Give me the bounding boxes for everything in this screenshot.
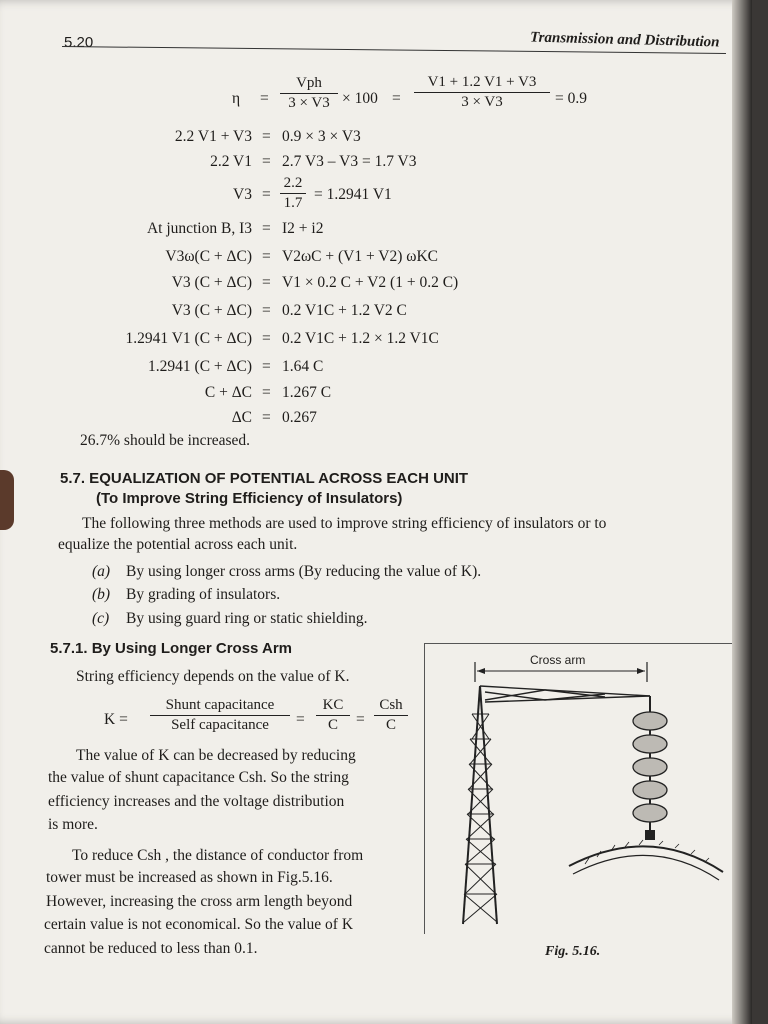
k-eq-lhs: K = <box>104 711 128 728</box>
eq1-lhs: η <box>232 90 241 107</box>
para1-line2: the value of shunt capacitance Csh. So the string <box>48 769 349 786</box>
para2-line1: To reduce Csh , the distance of conductor from <box>72 847 364 864</box>
eq4-rhs: = 1.2941 V1 <box>314 186 392 203</box>
section-heading: 5.7. EQUALIZATION OF POTENTIAL ACROSS EACH UNIT <box>60 470 469 487</box>
page-edge-shadow <box>732 0 752 1024</box>
fraction-bar <box>414 92 550 93</box>
eq1-result: = 0.9 <box>555 90 587 107</box>
eq1-frac1-den: 3 × V3 <box>288 95 330 111</box>
eq8-equals: = <box>262 302 271 319</box>
k-eq-equals: = <box>296 711 305 728</box>
eq1-frac1 <box>280 75 338 112</box>
fraction-bar <box>374 715 408 716</box>
fraction-bar <box>280 93 338 94</box>
eq6-equals: = <box>262 248 271 265</box>
k-eq-frac1-num: Shunt capacitance <box>165 697 275 713</box>
eq4-frac-den: 1.7 <box>283 195 303 211</box>
k-eq-equals2: = <box>356 711 365 728</box>
eq1-equals: = <box>260 90 269 107</box>
eq1-frac2-den: 3 × V3 <box>461 94 503 110</box>
figure-caption: Fig. 5.16. <box>545 944 601 959</box>
para1-line3: efficiency increases and the voltage distribution <box>48 793 345 810</box>
running-title: Transmission and Distribution <box>529 29 720 51</box>
eq2-equals: = <box>262 128 271 145</box>
eq11-equals: = <box>262 384 271 401</box>
eq1-equals2: = <box>392 90 401 107</box>
figure-label-cross-arm: Cross arm <box>530 653 586 667</box>
subsection-heading: 5.7.1. By Using Longer Cross Arm <box>50 640 293 657</box>
k-eq-frac2-num: KC <box>322 697 344 713</box>
k-eq-frac2-den: C <box>327 717 338 733</box>
eq2-lhs: 2.2 V1 + V3 <box>174 128 252 145</box>
k-eq-frac2 <box>316 697 350 734</box>
eq12-equals: = <box>262 409 271 426</box>
fraction-bar <box>150 715 290 716</box>
method-label: (b) <box>92 586 111 603</box>
eq9-lhs: 1.2941 V1 (C + ΔC) <box>125 330 252 347</box>
eq12-lhs: ΔC <box>231 409 252 426</box>
subsection-line1: String efficiency depends on the value of K. <box>76 668 350 685</box>
para2-line2: tower must be increased as shown in Fig.5.16. <box>46 869 333 886</box>
method-b-text: By grading of insulators. <box>126 586 281 603</box>
eq6-lhs: V3ω(C + ΔC) <box>165 248 252 265</box>
k-eq-frac3 <box>374 697 408 734</box>
eq5-lhs: At junction B, I3 <box>146 220 252 237</box>
para2-line4: certain value is not economical. So the value of K <box>44 916 354 933</box>
eq3-rhs: 2.7 V3 – V3 = 1.7 V3 <box>282 153 417 170</box>
eq7-lhs: V3 (C + ΔC) <box>171 274 252 291</box>
tower-illustration <box>425 644 733 934</box>
method-label: (a) <box>92 563 111 580</box>
eq10-equals: = <box>262 358 271 375</box>
eq1-frac2 <box>414 74 550 111</box>
eq2-rhs: 0.9 × 3 × V3 <box>282 128 361 145</box>
eq11-rhs: 1.267 C <box>282 384 332 401</box>
eq10-lhs: 1.2941 (C + ΔC) <box>148 358 252 375</box>
eq5-rhs: I2 + i2 <box>282 220 324 237</box>
page-number: 5.20 <box>64 34 94 51</box>
eq11-lhs: C + ΔC <box>204 384 252 401</box>
method-a-label <box>92 563 110 581</box>
para1-line4: is more. <box>48 816 98 833</box>
eq8-rhs: 0.2 V1C + 1.2 V2 C <box>282 302 407 319</box>
eq3-lhs: 2.2 V1 <box>210 153 252 170</box>
k-eq-frac3-den: C <box>385 717 396 733</box>
eq12-rhs: 0.267 <box>282 409 317 426</box>
eq6-rhs: V2ωC + (V1 + V2) ωKC <box>282 248 439 265</box>
method-a-text: By using longer cross arms (By reducing the value of K). <box>126 563 482 580</box>
conclusion-text: 26.7% should be increased. <box>80 432 251 449</box>
section-intro-line1: The following three methods are used to improve string efficiency of insulators or to <box>82 515 607 532</box>
para2-line3: However, increasing the cross arm length beyond <box>46 893 353 910</box>
method-c-label <box>92 610 109 628</box>
eq10-rhs: 1.64 C <box>282 358 324 375</box>
eq8-lhs: V3 (C + ΔC) <box>171 302 252 319</box>
fraction-bar <box>316 715 350 716</box>
eq1-frac2-num: V1 + 1.2 V1 + V3 <box>427 74 537 90</box>
eq4-equals: = <box>262 186 271 203</box>
method-b-label <box>92 586 110 604</box>
eq9-rhs: 0.2 V1C + 1.2 × 1.2 V1C <box>282 330 439 347</box>
eq4-lhs: V3 <box>233 186 252 203</box>
eq9-equals: = <box>262 330 271 347</box>
eq7-rhs: V1 × 0.2 C + V2 (1 + 0.2 C) <box>282 274 459 291</box>
k-eq-frac1 <box>150 697 290 734</box>
binder-clip <box>0 470 14 530</box>
method-c-text: By using guard ring or static shielding. <box>126 610 368 627</box>
para2-line5: cannot be reduced to less than 0.1. <box>44 940 258 957</box>
method-label: (c) <box>92 610 110 627</box>
eq7-equals: = <box>262 274 271 291</box>
eq5-equals: = <box>262 220 271 237</box>
fraction-bar <box>280 193 306 194</box>
eq1-times: × 100 <box>342 90 378 107</box>
eq3-equals: = <box>262 153 271 170</box>
figure-frame <box>424 643 734 934</box>
para1-line1: The value of K can be decreased by reducing <box>76 747 356 764</box>
eq4-frac-num: 2.2 <box>283 175 303 191</box>
eq4-frac <box>280 175 306 212</box>
k-eq-frac1-den: Self capacitance <box>171 717 269 733</box>
eq1-frac1-num: Vph <box>296 75 322 91</box>
section-subheading: (To Improve String Efficiency of Insulators) <box>96 490 403 507</box>
section-intro-line2: equalize the potential across each unit. <box>58 536 298 553</box>
k-eq-frac3-num: Csh <box>379 697 403 713</box>
